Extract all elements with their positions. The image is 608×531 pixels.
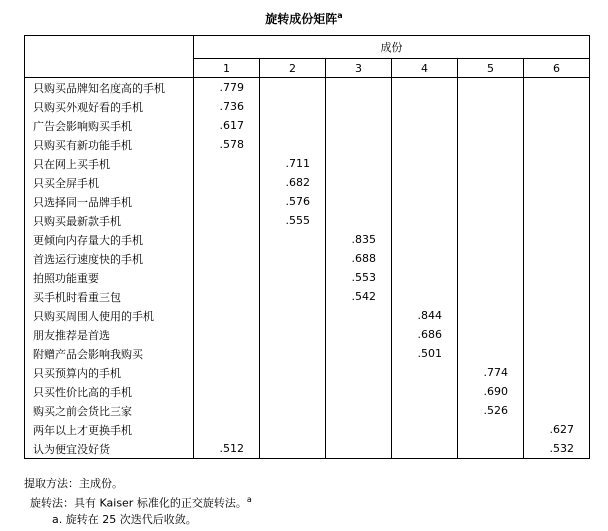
loading-cell (458, 116, 524, 135)
loading-cell (260, 363, 326, 382)
loading-cell (194, 306, 260, 325)
loading-cell (392, 401, 458, 420)
loading-cell (524, 401, 590, 420)
loading-cell: .736 (219, 100, 244, 113)
loading-cell (392, 439, 458, 459)
table-row (25, 306, 590, 325)
component-column-header: 6 (524, 59, 590, 78)
loading-cell (458, 78, 524, 98)
loading-cell (326, 173, 392, 192)
loading-cell (458, 173, 524, 192)
loading-cell (194, 382, 260, 401)
loading-cell (524, 344, 590, 363)
rotation-method-note: 旋转法：具有 Kaiser 标准化的正交旋转法。$^a$ (30, 495, 252, 510)
loading-cell: .542 (326, 287, 392, 306)
loading-cell (260, 306, 326, 325)
row-label: 只购买有新功能手机 (25, 135, 194, 154)
row-label: 拍照功能重要 (25, 268, 194, 287)
loading-cell (326, 382, 392, 401)
table-row (25, 230, 590, 249)
loading-cell: .690 (458, 382, 524, 401)
loading-cell: .555 (260, 211, 326, 230)
component-group-header: 成份 (194, 36, 590, 59)
loading-cell (326, 192, 392, 211)
loading-cell (260, 382, 326, 401)
loading-cell: .578 (219, 138, 244, 151)
loading-cell (458, 325, 524, 344)
loading-cell: .627 (524, 420, 590, 439)
table-row (25, 420, 590, 439)
loading-cell: .526 (458, 401, 524, 420)
loading-cell (458, 192, 524, 211)
loading-cell (392, 230, 458, 249)
loading-cell (260, 287, 326, 306)
loading-cell (326, 439, 392, 459)
convergence-footnote: a. 旋转在 25 次迭代后收敛。 (52, 512, 197, 526)
component-column-header: 3 (326, 59, 392, 78)
loading-cell (392, 78, 458, 98)
loading-cell (524, 306, 590, 325)
loading-cell (524, 78, 590, 98)
table-row (25, 382, 590, 401)
loading-cell (260, 230, 326, 249)
loading-cell: .512 (219, 442, 244, 455)
loading-cell (260, 420, 326, 439)
loading-cell (194, 363, 260, 382)
table-row (25, 97, 590, 116)
loading-cell (524, 287, 590, 306)
component-column-header: 4 (392, 59, 458, 78)
table-row (25, 325, 590, 344)
loading-cell (326, 306, 392, 325)
loading-cell (458, 211, 524, 230)
loading-cell (392, 420, 458, 439)
row-label: 只在网上买手机 (25, 154, 194, 173)
loading-cell (458, 97, 524, 116)
loading-cell: .686 (392, 325, 458, 344)
loading-cell (326, 135, 392, 154)
loading-cell: .617 (219, 119, 244, 132)
loading-cell (194, 230, 260, 249)
loading-cell (524, 135, 590, 154)
row-label: 只购买周围人使用的手机 (25, 306, 194, 325)
loading-cell (524, 154, 590, 173)
row-label: 附赠产品会影响我购买 (25, 344, 194, 363)
loading-cell (392, 268, 458, 287)
loading-cell (194, 420, 260, 439)
row-label: 广告会影响购买手机 (25, 116, 194, 135)
loading-cell (524, 325, 590, 344)
table-row (25, 116, 590, 135)
loading-cell (194, 268, 260, 287)
corner-cell-lower (25, 59, 194, 78)
loading-cell (260, 116, 326, 135)
loading-cell (524, 249, 590, 268)
loading-cell (194, 344, 260, 363)
row-label: 只买预算内的手机 (25, 363, 194, 382)
loading-cell (392, 116, 458, 135)
loading-cell (194, 211, 260, 230)
extraction-method-note: 提取方法：主成份。 (24, 477, 123, 490)
loading-cell (326, 420, 392, 439)
component-column-header: 2 (260, 59, 326, 78)
table-row (25, 249, 590, 268)
loading-cell (326, 363, 392, 382)
loading-cell (260, 97, 326, 116)
loading-cell (194, 287, 260, 306)
loading-cell (458, 249, 524, 268)
loading-cell (326, 344, 392, 363)
table-row (25, 135, 590, 154)
row-label: 更倾向内存量大的手机 (25, 230, 194, 249)
loading-cell: .501 (392, 344, 458, 363)
loading-cell (458, 287, 524, 306)
row-label: 购买之前会货比三家 (25, 401, 194, 420)
loading-cell (194, 401, 260, 420)
loading-cell (392, 287, 458, 306)
table-row (25, 154, 590, 173)
loading-cell (260, 78, 326, 98)
table-row (25, 268, 590, 287)
loading-cell (458, 344, 524, 363)
row-label: 认为便宜没好货 (25, 439, 194, 459)
loading-cell (392, 249, 458, 268)
loading-cell (392, 192, 458, 211)
loading-cell: .774 (458, 363, 524, 382)
loading-cell (458, 420, 524, 439)
table-row (25, 363, 590, 382)
loading-cell: .711 (260, 154, 326, 173)
loading-cell (260, 268, 326, 287)
table-row (25, 173, 590, 192)
loading-cell (392, 211, 458, 230)
loading-cell: .532 (524, 439, 590, 459)
loading-cell (458, 230, 524, 249)
loading-cell: .779 (219, 81, 244, 94)
table-row (25, 401, 590, 420)
table-row (25, 439, 590, 459)
table-row (25, 211, 590, 230)
loading-cell (392, 173, 458, 192)
loading-cell: .553 (326, 268, 392, 287)
loading-cell (326, 97, 392, 116)
loading-cell (458, 306, 524, 325)
corner-cell (25, 36, 194, 59)
row-label: 朋友推荐是首选 (25, 325, 194, 344)
loading-cell (524, 230, 590, 249)
loading-cell (392, 97, 458, 116)
loading-cell (524, 268, 590, 287)
table-row (25, 78, 590, 98)
loading-cell: .835 (326, 230, 392, 249)
loading-cell (326, 325, 392, 344)
loading-cell (260, 325, 326, 344)
loading-cell (524, 382, 590, 401)
loading-cell (458, 135, 524, 154)
table-notes (24, 476, 252, 528)
loading-cell (260, 401, 326, 420)
loading-cell (260, 135, 326, 154)
loading-cell (326, 401, 392, 420)
loading-cell (392, 135, 458, 154)
loading-cell (524, 363, 590, 382)
loading-cell (458, 439, 524, 459)
loading-cell (458, 154, 524, 173)
row-label: 只买性价比高的手机 (25, 382, 194, 401)
loading-cell (458, 268, 524, 287)
loading-cell (392, 154, 458, 173)
loading-cell (524, 211, 590, 230)
loading-cell (326, 211, 392, 230)
table-row (25, 344, 590, 363)
loading-cell (326, 78, 392, 98)
loading-cell (194, 173, 260, 192)
table-row (25, 192, 590, 211)
loading-cell (524, 173, 590, 192)
table-title: 旋转成份矩阵$^a$ (265, 11, 343, 26)
loading-cell (194, 249, 260, 268)
row-label: 两年以上才更换手机 (25, 420, 194, 439)
loading-cell (260, 344, 326, 363)
row-label: 只选择同一品牌手机 (25, 192, 194, 211)
row-label: 买手机时看重三包 (25, 287, 194, 306)
loading-cell (392, 363, 458, 382)
loading-cell (392, 382, 458, 401)
loading-cell (326, 116, 392, 135)
component-column-header: 5 (458, 59, 524, 78)
loading-cell (524, 97, 590, 116)
loading-cell (260, 439, 326, 459)
loading-cell (524, 192, 590, 211)
row-label: 只购买外观好看的手机 (25, 97, 194, 116)
table-row (25, 287, 590, 306)
row-label: 首选运行速度快的手机 (25, 249, 194, 268)
row-label: 只购买品牌知名度高的手机 (25, 78, 194, 98)
loading-cell (326, 154, 392, 173)
loading-cell (194, 192, 260, 211)
loading-cell (194, 325, 260, 344)
loading-cell: .576 (260, 192, 326, 211)
rotated-component-matrix (24, 35, 590, 459)
loading-cell (524, 116, 590, 135)
component-column-header: 1 (194, 59, 260, 78)
row-label: 只购买最新款手机 (25, 211, 194, 230)
loading-cell (194, 154, 260, 173)
row-label: 只买全屏手机 (25, 173, 194, 192)
loading-cell (260, 249, 326, 268)
loading-cell: .844 (392, 306, 458, 325)
loading-cell: .682 (260, 173, 326, 192)
loading-cell: .688 (326, 249, 392, 268)
